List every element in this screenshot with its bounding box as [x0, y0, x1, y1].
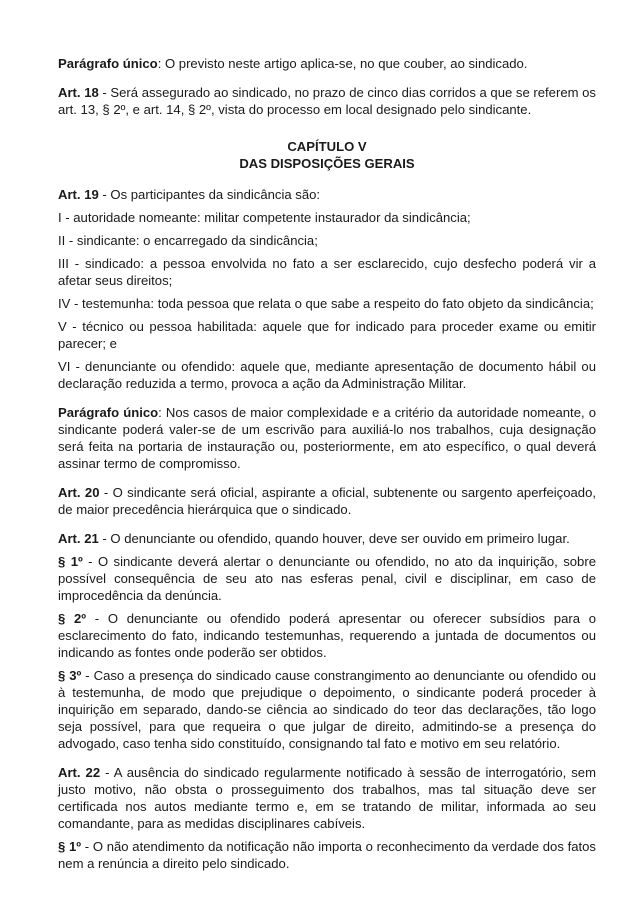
paragrafo-unico-art19: [58, 404, 596, 472]
article-text: - A ausência do sindicado regularmente notificado à sessão de interrogatório, sem justo motivo, não obsta o prosseguimento dos trabalhos, mas tal situação deve ser certificada nos autos mediante termo e, em se tratando de militar, informada ao seu comandante, para as medidas disciplinares cabíveis.: [58, 765, 596, 831]
article-label: Art. 21: [58, 531, 99, 546]
article-text: - O sindicante será oficial, aspirante a oficial, subtenente ou sargento aperfeiçoado, de maior precedência hierárquica que o sindicado.: [58, 485, 596, 517]
paragraph-label: § 2º: [58, 611, 87, 626]
article-21: [58, 530, 596, 547]
article-18: [58, 84, 596, 118]
paragraph-text: : O previsto neste artigo aplica-se, no que couber, ao sindicado.: [157, 56, 528, 71]
article-label: Art. 22: [58, 765, 101, 780]
article-21-paragraph-3: [58, 667, 596, 752]
article-20: [58, 484, 596, 518]
article-19: [58, 186, 596, 203]
chapter-title: CAPÍTULO V: [287, 139, 367, 154]
list-item: VI - denunciante ou ofendido: aquele que, mediante apresentação de documento hábil ou declaração reduzida a termo, provoca a ação da Administração Militar.: [58, 359, 596, 391]
article-text: - Os participantes da sindicância são:: [98, 187, 321, 202]
paragraph-text: - Caso a presença do sindicado cause constrangimento ao denunciante ou ofendido ou à testemunha, de modo que prejudique o depoimento, o sindicante poderá proceder à inquirição em separado, dando-se ciência ao sindicado do teor das declarações, tão logo seja possível, para que requeira o que julgar de direito, admitindo-se a presença do advogado, caso tenha sido constituído, consignando tal fato e motivo em seu relatório.: [58, 668, 596, 751]
paragraph-label: § 1º: [58, 839, 82, 854]
article-22: [58, 764, 596, 832]
paragraph-text: - O sindicante deverá alertar o denunciante ou ofendido, no ato da inquirição, sobre possível consequência de seu ato nas esferas penal, civil e disciplinar, em caso de improcedência da denúncia.: [58, 554, 596, 603]
list-item: V - técnico ou pessoa habilitada: aquele que for indicado para proceder exame ou emitir parecer; e: [58, 319, 596, 351]
list-item: II - sindicante: o encarregado da sindicância;: [58, 233, 318, 248]
paragraph-text: : Nos casos de maior complexidade e a critério da autoridade nomeante, o sindicante poderá valer-se de um escrivão para auxiliá-lo nos trabalhos, cuja designação será feita na portaria de instauração ou, posteriormente, em ato específico, o qual deverá assinar termo de compromisso.: [58, 405, 596, 471]
article-text: - Será assegurado ao sindicado, no prazo de cinco dias corridos a que se referem os art. 13, § 2º, e art. 14, § 2º, vista do processo em local designado pelo sindicante.: [58, 85, 596, 117]
chapter-heading: [58, 138, 596, 172]
paragrafo-unico-art17: [58, 55, 596, 72]
article-21-paragraph-2: [58, 610, 596, 661]
article-21-paragraph-1: [58, 553, 596, 604]
list-item: I - autoridade nomeante: militar competente instaurador da sindicância;: [58, 210, 471, 225]
chapter-subtitle: DAS DISPOSIÇÕES GERAIS: [239, 156, 415, 171]
article-text: - O denunciante ou ofendido, quando houver, deve ser ouvido em primeiro lugar.: [98, 531, 570, 546]
paragraph-label: Parágrafo único: [58, 56, 158, 71]
list-item: IV - testemunha: toda pessoa que relata o que sabe a respeito do fato objeto da sindicância;: [58, 296, 594, 311]
article-label: Art. 19: [58, 187, 99, 202]
paragraph-label: § 3º: [58, 668, 82, 683]
article-label: Art. 20: [58, 485, 100, 500]
paragraph-label: Parágrafo único: [58, 405, 159, 420]
list-item: III - sindicado: a pessoa envolvida no fato a ser esclarecido, cujo desfecho poderá vir a afetar seus direitos;: [58, 256, 596, 288]
article-22-paragraph-1: [58, 838, 596, 872]
paragraph-text: - O denunciante ou ofendido poderá apresentar ou oferecer subsídios para o esclarecimento do fato, indicando testemunhas, requerendo a juntada de documentos ou indicando as fontes onde poderão ser obtidos.: [58, 611, 596, 660]
article-label: Art. 18: [58, 85, 99, 100]
paragraph-text: - O não atendimento da notificação não importa o reconhecimento da verdade dos fatos nem a renúncia a direito pelo sindicado.: [58, 839, 596, 871]
paragraph-label: § 1º: [58, 554, 83, 569]
